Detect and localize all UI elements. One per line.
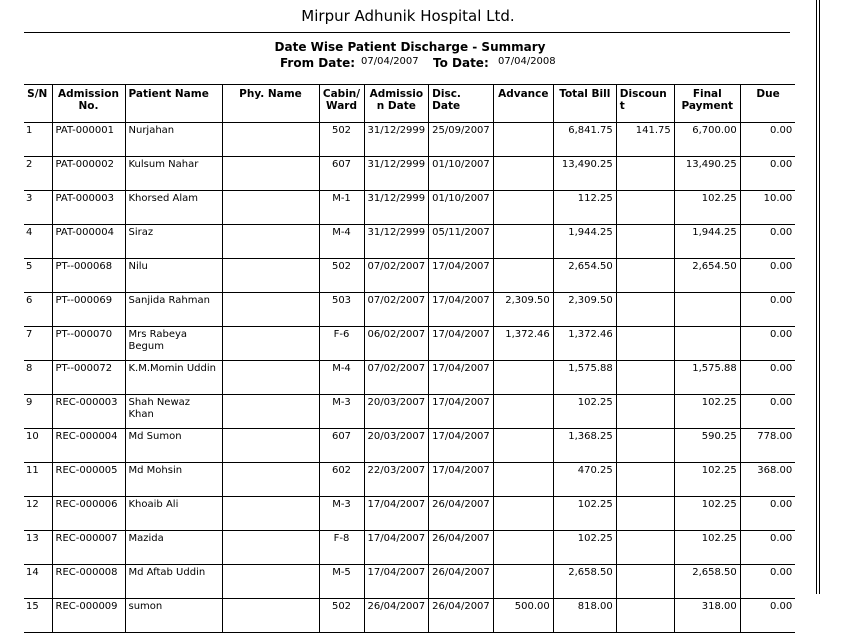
cell-admission-date: 17/04/2007 — [364, 531, 429, 565]
cell-disc-date: 26/04/2007 — [429, 497, 494, 531]
cell-phy-name — [222, 531, 319, 565]
cell-discount — [616, 191, 674, 225]
cell-patient-name: Khoaib Ali — [125, 497, 222, 531]
table-row — [24, 225, 795, 259]
table-row — [24, 599, 795, 633]
cell-final-payment: 1,944.25 — [674, 225, 740, 259]
cell-total-bill: 13,490.25 — [553, 157, 616, 191]
cell-phy-name — [222, 599, 319, 633]
cell-cabin-ward: M-5 — [319, 565, 364, 599]
to-date-value: 07/04/2008 — [498, 56, 556, 67]
col-header-phy-name: Phy. Name — [222, 85, 319, 123]
cell-phy-name — [222, 395, 319, 429]
cell-total-bill: 1,944.25 — [553, 225, 616, 259]
cell-admission-no: PAT-000004 — [52, 225, 125, 259]
cell-cabin-ward: F-8 — [319, 531, 364, 565]
cell-admission-date: 31/12/2999 — [364, 157, 429, 191]
cell-admission-date: 17/04/2007 — [364, 497, 429, 531]
cell-due: 0.00 — [740, 565, 795, 599]
cell-due: 0.00 — [740, 395, 795, 429]
cell-final-payment: 6,700.00 — [674, 123, 740, 157]
table-header-row — [24, 85, 795, 123]
cell-sn: 2 — [24, 157, 52, 191]
cell-admission-no: REC-000008 — [52, 565, 125, 599]
cell-final-payment: 590.25 — [674, 429, 740, 463]
cell-cabin-ward: M-1 — [319, 191, 364, 225]
cell-sn: 11 — [24, 463, 52, 497]
cell-final-payment: 102.25 — [674, 463, 740, 497]
cell-advance — [493, 429, 553, 463]
cell-admission-no: PAT-000001 — [52, 123, 125, 157]
cell-sn: 15 — [24, 599, 52, 633]
cell-patient-name: Nurjahan — [125, 123, 222, 157]
cell-phy-name — [222, 123, 319, 157]
cell-phy-name — [222, 259, 319, 293]
cell-phy-name — [222, 157, 319, 191]
cell-discount — [616, 599, 674, 633]
cell-total-bill: 2,658.50 — [553, 565, 616, 599]
cell-cabin-ward: 502 — [319, 259, 364, 293]
cell-final-payment: 102.25 — [674, 191, 740, 225]
cell-admission-no: PAT-000003 — [52, 191, 125, 225]
cell-admission-date: 20/03/2007 — [364, 395, 429, 429]
cell-admission-no: REC-000007 — [52, 531, 125, 565]
cell-admission-date: 31/12/2999 — [364, 123, 429, 157]
discharge-summary-table — [24, 84, 795, 633]
cell-cabin-ward: M-4 — [319, 361, 364, 395]
cell-due: 10.00 — [740, 191, 795, 225]
cell-total-bill: 2,654.50 — [553, 259, 616, 293]
cell-admission-date: 20/03/2007 — [364, 429, 429, 463]
cell-disc-date: 26/04/2007 — [429, 531, 494, 565]
cell-phy-name — [222, 361, 319, 395]
col-header-admission-date: Admission Date — [364, 85, 429, 123]
cell-total-bill: 1,575.88 — [553, 361, 616, 395]
cell-patient-name: Khorsed Alam — [125, 191, 222, 225]
cell-sn: 9 — [24, 395, 52, 429]
cell-phy-name — [222, 225, 319, 259]
cell-patient-name: Nilu — [125, 259, 222, 293]
cell-disc-date: 25/09/2007 — [429, 123, 494, 157]
cell-patient-name: Shah Newaz Khan — [125, 395, 222, 429]
cell-admission-date: 22/03/2007 — [364, 463, 429, 497]
cell-sn: 14 — [24, 565, 52, 599]
cell-patient-name: Mazida — [125, 531, 222, 565]
cell-patient-name: K.M.Momin Uddin — [125, 361, 222, 395]
table-row — [24, 565, 795, 599]
cell-cabin-ward: F-6 — [319, 327, 364, 361]
cell-total-bill: 818.00 — [553, 599, 616, 633]
table-row — [24, 395, 795, 429]
cell-due: 0.00 — [740, 293, 795, 327]
cell-due: 0.00 — [740, 497, 795, 531]
cell-total-bill: 2,309.50 — [553, 293, 616, 327]
cell-due: 368.00 — [740, 463, 795, 497]
cell-patient-name: sumon — [125, 599, 222, 633]
cell-cabin-ward: 607 — [319, 429, 364, 463]
cell-phy-name — [222, 497, 319, 531]
table-row — [24, 259, 795, 293]
cell-final-payment: 13,490.25 — [674, 157, 740, 191]
cell-sn: 8 — [24, 361, 52, 395]
cell-disc-date: 17/04/2007 — [429, 361, 494, 395]
cell-patient-name: Md Sumon — [125, 429, 222, 463]
cell-disc-date: 17/04/2007 — [429, 463, 494, 497]
page-edge — [819, 0, 820, 594]
cell-cabin-ward: 607 — [319, 157, 364, 191]
cell-sn: 13 — [24, 531, 52, 565]
cell-patient-name: Md Mohsin — [125, 463, 222, 497]
cell-final-payment: 1,575.88 — [674, 361, 740, 395]
cell-disc-date: 26/04/2007 — [429, 599, 494, 633]
cell-discount — [616, 361, 674, 395]
cell-admission-no: PT--000072 — [52, 361, 125, 395]
cell-discount — [616, 497, 674, 531]
cell-sn: 6 — [24, 293, 52, 327]
col-header-discount: Discount — [616, 85, 674, 123]
cell-phy-name — [222, 327, 319, 361]
cell-cabin-ward: M-3 — [319, 395, 364, 429]
cell-total-bill: 6,841.75 — [553, 123, 616, 157]
table-row — [24, 361, 795, 395]
cell-patient-name: Sanjida Rahman — [125, 293, 222, 327]
cell-phy-name — [222, 463, 319, 497]
cell-discount — [616, 259, 674, 293]
cell-final-payment: 102.25 — [674, 531, 740, 565]
table-row — [24, 191, 795, 225]
table-row — [24, 123, 795, 157]
table-row — [24, 157, 795, 191]
cell-discount — [616, 327, 674, 361]
cell-sn: 12 — [24, 497, 52, 531]
from-date-label: From Date: — [280, 56, 356, 70]
cell-admission-no: REC-000003 — [52, 395, 125, 429]
cell-advance — [493, 123, 553, 157]
table-row — [24, 293, 795, 327]
cell-admission-no: REC-000005 — [52, 463, 125, 497]
cell-patient-name: Md Aftab Uddin — [125, 565, 222, 599]
cell-advance: 500.00 — [493, 599, 553, 633]
cell-admission-no: REC-000009 — [52, 599, 125, 633]
cell-sn: 10 — [24, 429, 52, 463]
from-date-value: 07/04/2007 — [361, 56, 419, 67]
cell-due: 0.00 — [740, 225, 795, 259]
cell-discount — [616, 157, 674, 191]
cell-discount — [616, 463, 674, 497]
hospital-name: Mirpur Adhunik Hospital Ltd. — [301, 7, 515, 25]
cell-patient-name: Mrs Rabeya Begum — [125, 327, 222, 361]
cell-sn: 7 — [24, 327, 52, 361]
header-divider — [24, 32, 790, 33]
cell-due: 0.00 — [740, 361, 795, 395]
cell-total-bill: 102.25 — [553, 395, 616, 429]
col-header-final-payment: Final Payment — [674, 85, 740, 123]
table-row — [24, 531, 795, 565]
cell-cabin-ward: 602 — [319, 463, 364, 497]
cell-phy-name — [222, 429, 319, 463]
cell-admission-date: 07/02/2007 — [364, 293, 429, 327]
cell-advance: 2,309.50 — [493, 293, 553, 327]
cell-cabin-ward: 503 — [319, 293, 364, 327]
cell-cabin-ward: M-4 — [319, 225, 364, 259]
cell-discount — [616, 531, 674, 565]
cell-sn: 1 — [24, 123, 52, 157]
cell-disc-date: 26/04/2007 — [429, 565, 494, 599]
cell-admission-date: 17/04/2007 — [364, 565, 429, 599]
to-date-label: To Date: — [433, 56, 489, 70]
col-header-due: Due — [740, 85, 795, 123]
cell-admission-no: PT--000070 — [52, 327, 125, 361]
cell-final-payment — [674, 327, 740, 361]
cell-final-payment — [674, 293, 740, 327]
cell-admission-no: REC-000004 — [52, 429, 125, 463]
cell-discount — [616, 395, 674, 429]
cell-disc-date: 17/04/2007 — [429, 293, 494, 327]
cell-advance — [493, 157, 553, 191]
col-header-admission-no: Admission No. — [52, 85, 125, 123]
cell-discount — [616, 293, 674, 327]
table-row — [24, 429, 795, 463]
col-header-disc-date: Disc. Date — [429, 85, 494, 123]
cell-advance — [493, 225, 553, 259]
cell-due: 0.00 — [740, 531, 795, 565]
cell-admission-date: 06/02/2007 — [364, 327, 429, 361]
cell-advance — [493, 497, 553, 531]
col-header-advance: Advance — [493, 85, 553, 123]
cell-total-bill: 470.25 — [553, 463, 616, 497]
cell-due: 0.00 — [740, 123, 795, 157]
cell-total-bill: 112.25 — [553, 191, 616, 225]
cell-cabin-ward: 502 — [319, 599, 364, 633]
cell-admission-date: 31/12/2999 — [364, 191, 429, 225]
cell-advance — [493, 565, 553, 599]
cell-final-payment: 102.25 — [674, 395, 740, 429]
cell-cabin-ward: M-3 — [319, 497, 364, 531]
cell-cabin-ward: 502 — [319, 123, 364, 157]
cell-patient-name: Siraz — [125, 225, 222, 259]
cell-phy-name — [222, 293, 319, 327]
cell-phy-name — [222, 565, 319, 599]
cell-disc-date: 05/11/2007 — [429, 225, 494, 259]
cell-discount: 141.75 — [616, 123, 674, 157]
cell-final-payment: 2,654.50 — [674, 259, 740, 293]
cell-total-bill: 1,368.25 — [553, 429, 616, 463]
cell-advance: 1,372.46 — [493, 327, 553, 361]
cell-advance — [493, 259, 553, 293]
cell-admission-date: 26/04/2007 — [364, 599, 429, 633]
cell-disc-date: 01/10/2007 — [429, 191, 494, 225]
table-row — [24, 327, 795, 361]
col-header-sn: S/N — [24, 85, 52, 123]
cell-phy-name — [222, 191, 319, 225]
col-header-patient-name: Patient Name — [125, 85, 222, 123]
cell-disc-date: 17/04/2007 — [429, 395, 494, 429]
cell-sn: 4 — [24, 225, 52, 259]
cell-final-payment: 318.00 — [674, 599, 740, 633]
cell-advance — [493, 531, 553, 565]
col-header-total-bill: Total Bill — [553, 85, 616, 123]
cell-total-bill: 1,372.46 — [553, 327, 616, 361]
cell-admission-no: PAT-000002 — [52, 157, 125, 191]
cell-advance — [493, 463, 553, 497]
cell-sn: 5 — [24, 259, 52, 293]
cell-due: 0.00 — [740, 599, 795, 633]
cell-due: 0.00 — [740, 259, 795, 293]
cell-due: 778.00 — [740, 429, 795, 463]
cell-admission-no: PT--000069 — [52, 293, 125, 327]
cell-admission-no: PT--000068 — [52, 259, 125, 293]
cell-admission-date: 07/02/2007 — [364, 259, 429, 293]
cell-admission-date: 07/02/2007 — [364, 361, 429, 395]
cell-total-bill: 102.25 — [553, 497, 616, 531]
cell-disc-date: 17/04/2007 — [429, 259, 494, 293]
cell-discount — [616, 225, 674, 259]
cell-admission-date: 31/12/2999 — [364, 225, 429, 259]
cell-advance — [493, 191, 553, 225]
cell-admission-no: REC-000006 — [52, 497, 125, 531]
cell-discount — [616, 565, 674, 599]
report-title: Date Wise Patient Discharge - Summary — [274, 40, 546, 54]
cell-advance — [493, 361, 553, 395]
cell-sn: 3 — [24, 191, 52, 225]
cell-due: 0.00 — [740, 327, 795, 361]
cell-disc-date: 17/04/2007 — [429, 327, 494, 361]
cell-discount — [616, 429, 674, 463]
col-header-cabin-ward: Cabin/ Ward — [319, 85, 364, 123]
cell-disc-date: 17/04/2007 — [429, 429, 494, 463]
page-edge — [816, 0, 817, 594]
table-row — [24, 497, 795, 531]
cell-advance — [493, 395, 553, 429]
cell-total-bill: 102.25 — [553, 531, 616, 565]
cell-disc-date: 01/10/2007 — [429, 157, 494, 191]
cell-final-payment: 2,658.50 — [674, 565, 740, 599]
cell-patient-name: Kulsum Nahar — [125, 157, 222, 191]
cell-final-payment: 102.25 — [674, 497, 740, 531]
table-row — [24, 463, 795, 497]
cell-due: 0.00 — [740, 157, 795, 191]
